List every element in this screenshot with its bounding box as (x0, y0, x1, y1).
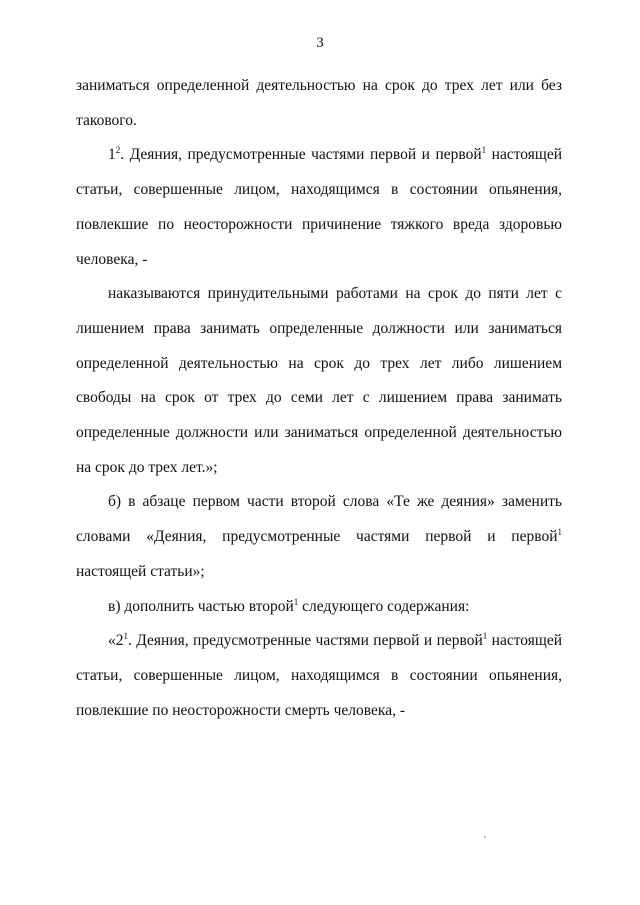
paragraph-text: следующего содержания: (298, 597, 470, 615)
page-number: 3 (316, 35, 324, 51)
paragraph-text: наказываются принудительными работами на срок до пяти лет с лишением права занимать определенные должности или заниматься определенной деятельностью на срок до трех лет либо лишением свободы на срок от трех до семи лет с лишением права занимать определенные должности или заниматься определенной деятельностью на срок до трех лет.»; (76, 285, 562, 476)
superscript: 1 (123, 631, 128, 642)
paragraph-text: настоящей статьи, совершенные лицом, находящимся в состоянии опьянения, повлекшие по неосторожности смерть человека, - (76, 632, 562, 719)
superscript: 1 (481, 145, 487, 156)
superscript: 2 (115, 145, 121, 156)
paragraph-text: в) дополнить частью второй (108, 597, 294, 615)
paragraph-text: настоящей статьи»; (76, 562, 205, 580)
superscript: 1 (293, 596, 299, 607)
paragraph-continuation (76, 69, 562, 138)
paragraph-text: б) в абзаце первом части второй слова «Те же деяния» заменить словами «Деяния, предусмотренные частями первой и первой (76, 493, 562, 546)
paragraph-amendment-v (76, 590, 562, 625)
paragraph-part-2-1 (76, 624, 562, 728)
paragraph-amendment-b (76, 485, 562, 589)
paragraph-text: настоящей статьи, совершенные лицом, находящимся в состоянии опьянения, повлекшие по неосторожности причинение тяжкого вреда здоровью человека, - (76, 146, 562, 268)
superscript: 1 (557, 527, 562, 538)
paragraph-text: . Деяния, предусмотренные частями первой и первой (128, 632, 483, 650)
part-number: 1 (108, 146, 116, 164)
paragraph-punishment (76, 277, 562, 485)
superscript: 1 (482, 631, 488, 642)
document-body (76, 69, 562, 728)
paragraph-part-1-2 (76, 138, 562, 277)
paragraph-text: заниматься определенной деятельностью на срок до трех лет или без такового. (76, 77, 562, 129)
scan-artifact (484, 836, 486, 838)
paragraph-text: «2 (108, 632, 124, 650)
paragraph-text: . Деяния, предусмотренные частями первой и первой (120, 146, 482, 164)
